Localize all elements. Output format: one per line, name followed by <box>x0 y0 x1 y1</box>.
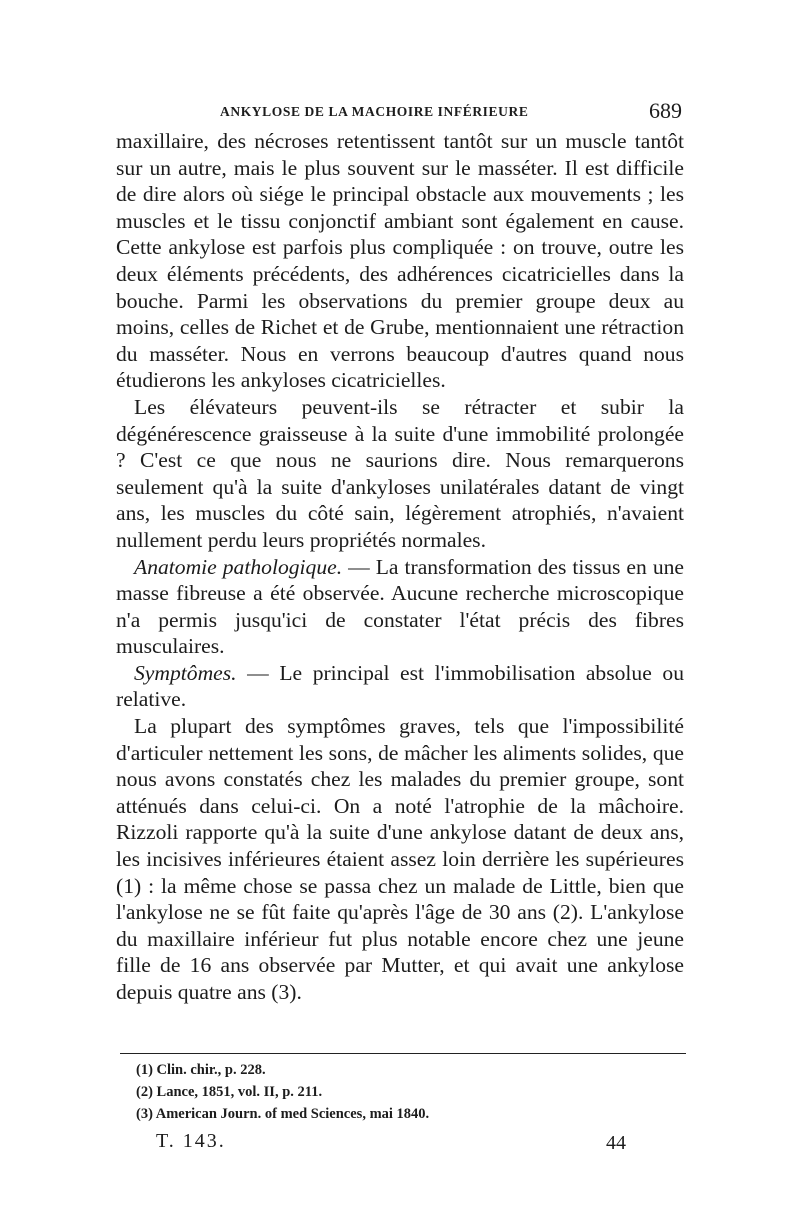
body-text <box>116 128 684 1006</box>
paragraph-4-text: — Le principal est l'immobilisation absolue ou relative. <box>116 660 684 712</box>
signature-mark: T. 143. <box>156 1130 226 1152</box>
paragraph-2: Les élévateurs peuvent-ils se rétracter et subir la dégénérescence graisseuse à la suite d'une immobilité prolongée ? C'est ce que nous ne saurions dire. Nous remarquerons seulement qu'à la suite d'ankyloses unilatérales datant de vingt ans, les muscles du côté sain, légèrement atrophiés, n'avaient nullement perdu leurs propriétés normales. <box>116 394 684 552</box>
page-number: 689 <box>649 98 682 123</box>
section-heading-anatomie: Anatomie pathologique. <box>134 554 343 579</box>
paragraph-4 <box>116 660 684 713</box>
paragraph-3 <box>116 554 684 660</box>
footnote-rule <box>120 1053 686 1054</box>
section-heading-symptomes: Symptômes. <box>134 660 237 685</box>
paragraph-5: La plupart des symptômes graves, tels que l'impossibilité d'articuler nettement les sons, de mâcher les aliments solides, que nous avons constatés chez les malades du premier groupe, sont atténués dans celui-ci. On a noté l'atrophie de la mâchoire. Rizzoli rapporte qu'à la suite d'une ankylose datant de deux ans, les incisives inférieures étaient assez loin derrière les supérieures (1) : la même chose se passa chez un malade de Little, bien que l'ankylose ne se fût faite qu'après l'âge de 30 ans (2). L'ankylose du maxillaire inférieur fut plus notable encore chez une jeune fille de 16 ans observée par Mutter, et qui avait une ankylose depuis quatre ans (3). <box>116 714 684 1004</box>
running-title: ANKYLOSE DE LA MACHOIRE INFÉRIEURE <box>220 104 529 119</box>
footnote-3: (3) American Journ. of med Sciences, mai 1840. <box>136 1106 430 1122</box>
paragraph-3-text: — La transformation des tissus en une masse fibreuse a été observée. Aucune recherche microscopique n'a permis jusqu'ici de constater l'état précis des fibres musculaires. <box>116 554 684 659</box>
footnotes <box>136 1059 676 1125</box>
footnote-2: (2) Lance, 1851, vol. II, p. 211. <box>136 1084 323 1100</box>
running-head <box>116 98 682 128</box>
paragraph-1: maxillaire, des nécroses retentissent tantôt sur un muscle tantôt sur un autre, mais le plus souvent sur le masséter. Il est difficile de dire alors où siége le principal obstacle aux mouvements ; les muscles et le tissu conjonctif ambiant sont également en cause. Cette ankylose est parfois plus compliquée : on trouve, outre les deux éléments précédents, des adhérences cicatricielles dans la bouche. Parmi les observations du premier groupe deux au moins, celles de Richet et de Grube, mentionnaient une rétraction du masséter. Nous en verrons beaucoup d'autres quand nous étudierons les ankyloses cicatricielles. <box>116 129 684 393</box>
sheet-number: 44 <box>606 1132 626 1154</box>
footnote-1: (1) Clin. chir., p. 228. <box>136 1062 266 1078</box>
